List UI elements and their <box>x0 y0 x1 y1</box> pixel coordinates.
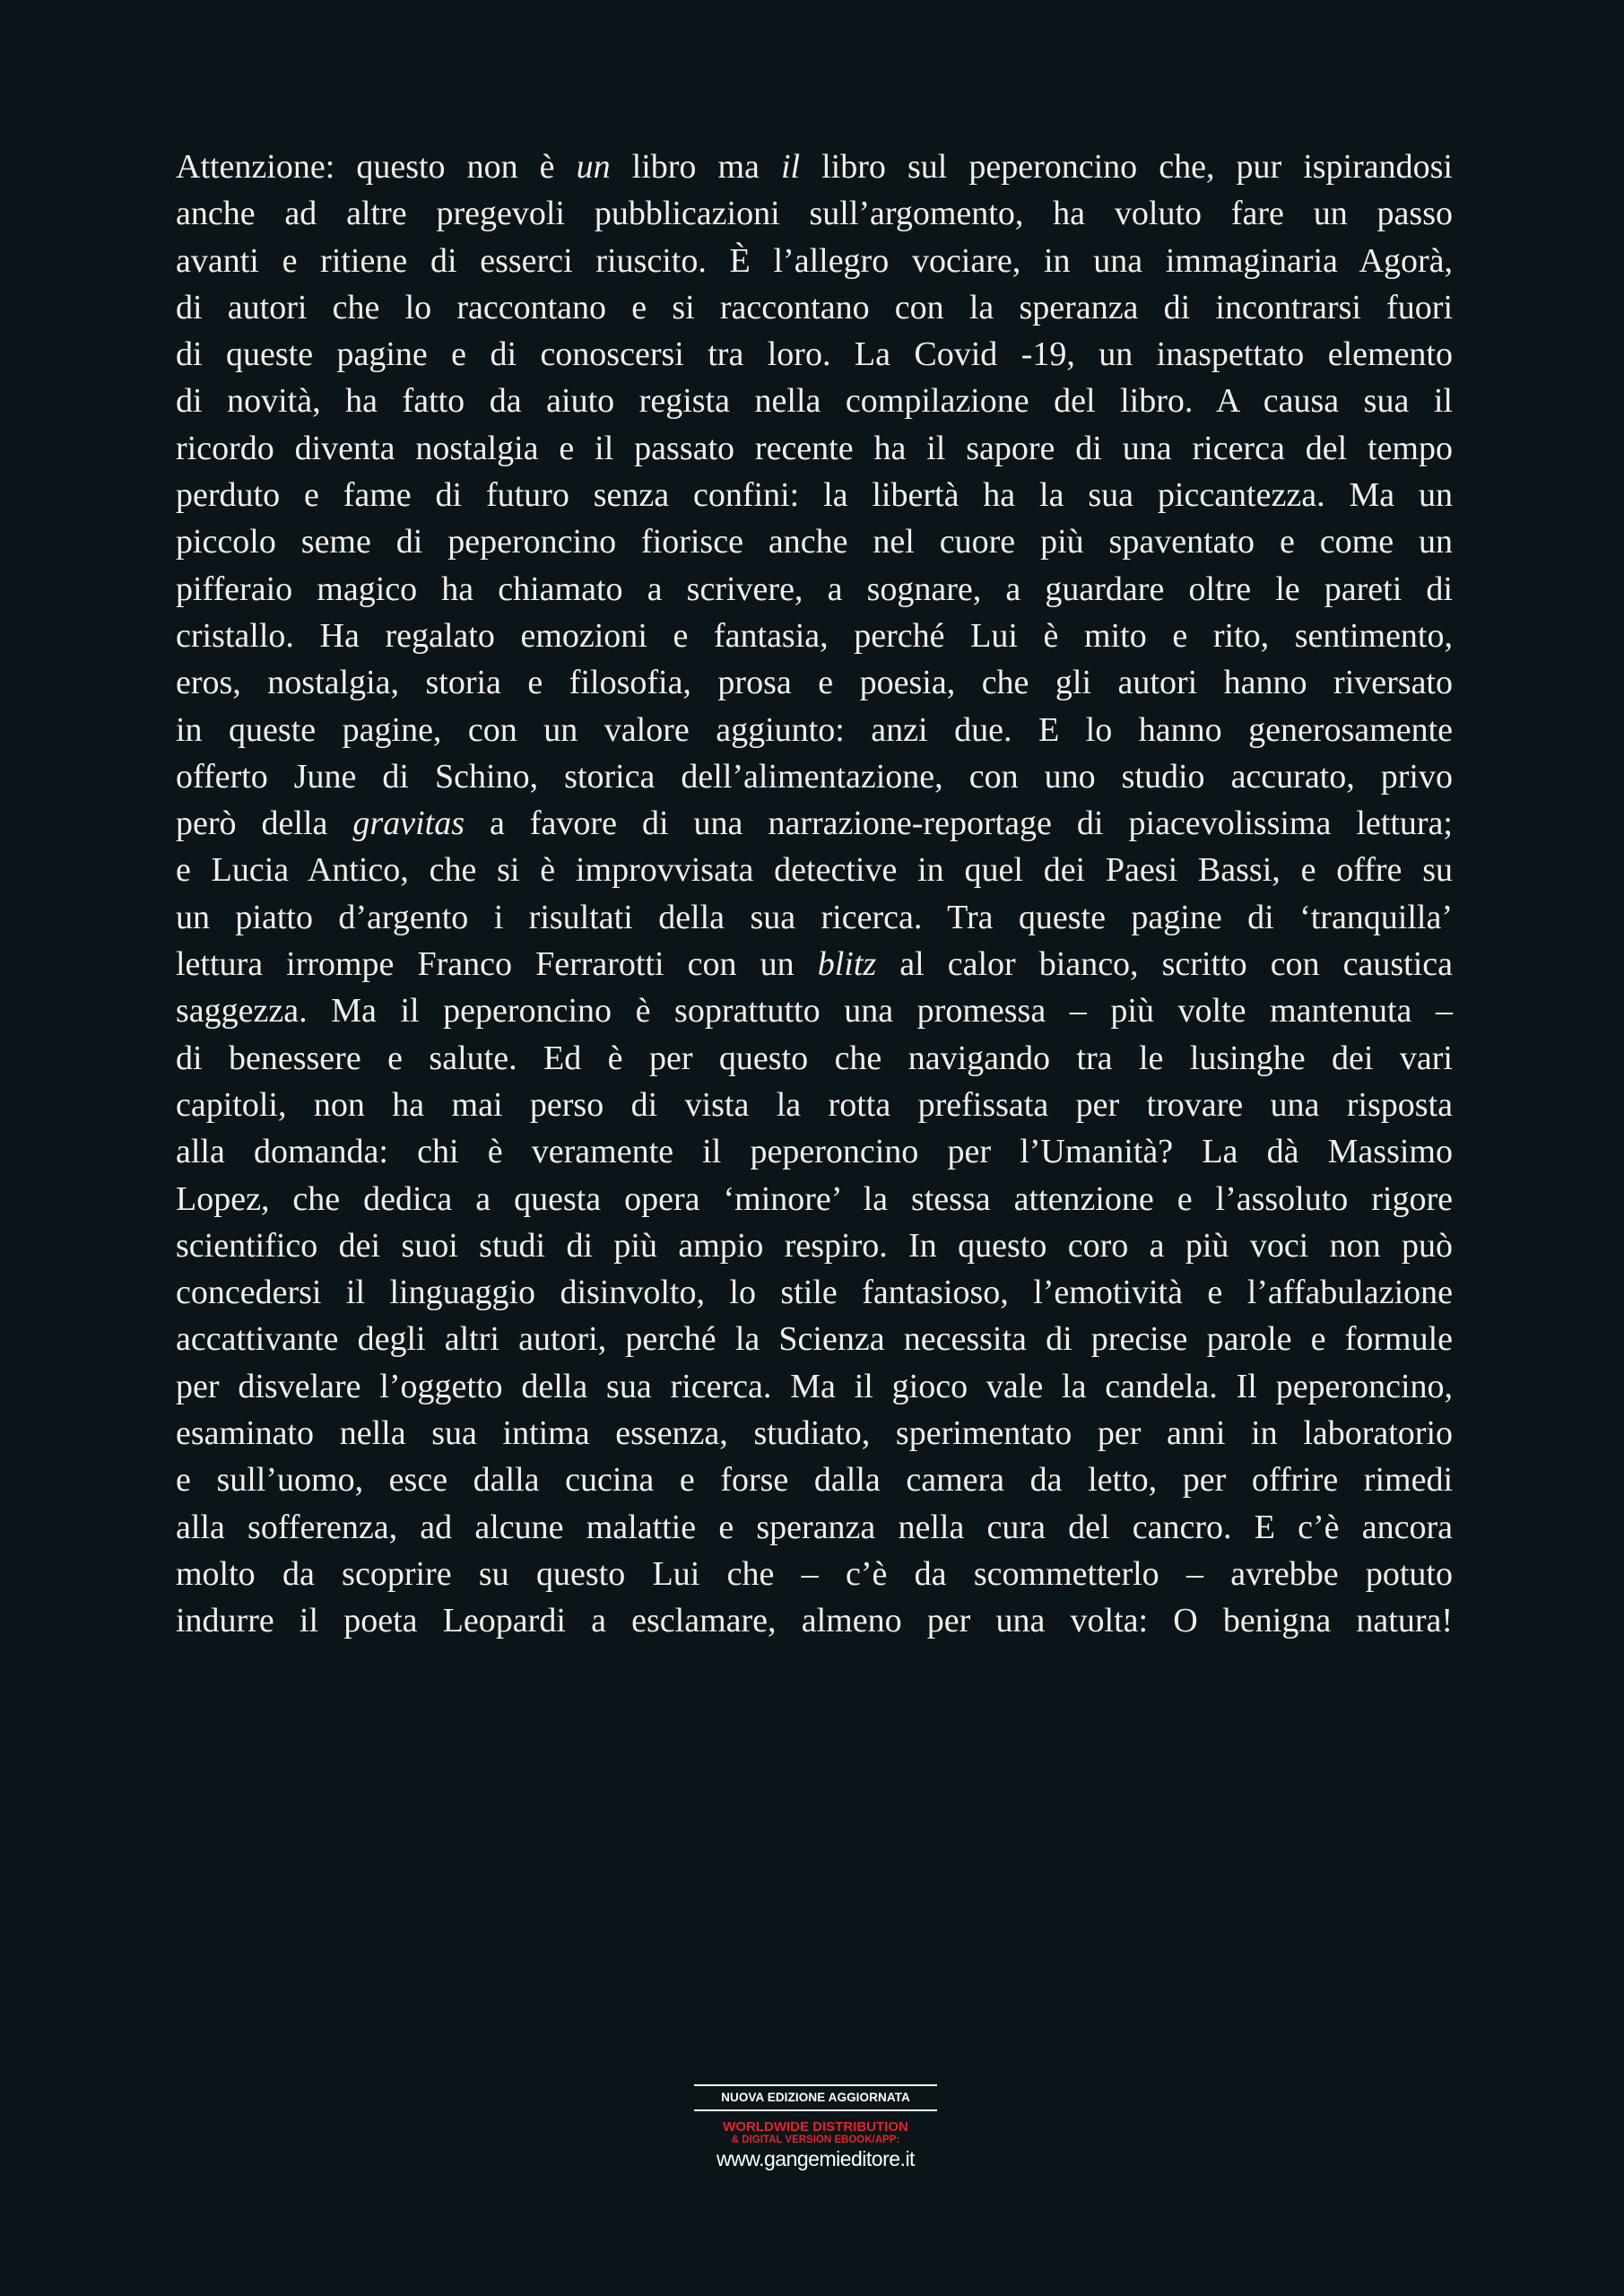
blurb-line <box>176 1082 1453 1128</box>
blurb-line <box>176 847 1453 893</box>
blurb-text: concedersi il linguaggio disinvolto, lo stile fantasioso, l’emotività e l’affabulazione <box>176 1274 1453 1312</box>
blurb-text: Lopez, che dedica a questa opera ‘minore’ la stessa attenzione e l’assoluto rigore <box>176 1179 1453 1218</box>
blurb-text: perduto e fame di futuro senza confini: la libertà ha la sua piccantezza. Ma un <box>176 476 1453 515</box>
blurb-line <box>176 472 1453 518</box>
blurb-italic-text: gravitas <box>352 804 465 843</box>
blurb-line <box>176 941 1453 987</box>
blurb-text: capitoli, non ha mai perso di vista la rotta prefissata per trovare una risposta <box>176 1085 1453 1124</box>
blurb-text: Attenzione: questo non è <box>176 148 577 186</box>
blurb-italic-text: il <box>780 148 801 186</box>
blurb-line <box>176 1269 1453 1316</box>
blurb-italic-text: blitz <box>817 945 877 984</box>
blurb-text: esaminato nella sua intima essenza, studiato, sperimentato per anni in laboratorio <box>176 1414 1453 1453</box>
blurb-text: ricordo diventa nostalgia e il passato recente ha il sapore di una ricerca del tempo <box>176 429 1453 467</box>
blurb-line <box>176 1035 1453 1082</box>
blurb-line <box>176 707 1453 753</box>
blurb-line <box>176 1551 1453 1597</box>
blurb-text: a favore di una narrazione-reportage di piacevolissima lettura; <box>464 804 1453 843</box>
blurb-italic-text: un <box>576 148 611 186</box>
blurb-text: e sull’uomo, esce dalla cucina e forse dalla camera da letto, per offrire rimedi <box>176 1461 1453 1500</box>
blurb-text: cristallo. Ha regalato emozioni e fantasia, perché Lui è mito e rito, sentimento, <box>176 616 1453 655</box>
publisher-footer <box>694 2084 937 2170</box>
blurb-line <box>176 1176 1453 1222</box>
blurb-line <box>176 1222 1453 1269</box>
blurb-line <box>176 987 1453 1034</box>
blurb-text: alla sofferenza, ad alcune malattie e speranza nella cura del cancro. E c’è ancora <box>176 1508 1453 1546</box>
publisher-website-link[interactable]: www.gangemieditore.it <box>716 2147 915 2170</box>
blurb-text: lettura irrompe Franco Ferrarotti con un <box>176 945 818 984</box>
blurb-line <box>176 1410 1453 1457</box>
blurb-line <box>176 1504 1453 1551</box>
blurb-line <box>176 1597 1453 1644</box>
blurb-line <box>176 800 1453 847</box>
blurb-text: di benessere e salute. Ed è per questo che navigando tra le lusinghe dei vari <box>176 1039 1453 1077</box>
blurb-text: libro ma <box>610 148 781 186</box>
blurb-text: per disvelare l’oggetto della sua ricerca. Ma il gioco vale la candela. Il peperoncino, <box>176 1367 1453 1405</box>
blurb-line <box>176 1316 1453 1362</box>
blurb-text: in queste pagine, con un valore aggiunto: anzi due. E lo hanno generosamente <box>176 710 1453 749</box>
blurb-line <box>176 238 1453 284</box>
blurb-line <box>176 1457 1453 1503</box>
blurb-text: un piatto d’argento i risultati della sua ricerca. Tra queste pagine di ‘tranquilla’ <box>176 898 1453 936</box>
blurb-line <box>176 144 1453 190</box>
blurb-text: anche ad altre pregevoli pubblicazioni sull’argomento, ha voluto fare un passo <box>176 195 1453 233</box>
bottom-rule <box>694 2109 937 2111</box>
blurb-text: accattivante degli altri autori, perché la Scienza necessita di precise parole e formule <box>176 1320 1453 1359</box>
blurb-line <box>176 1128 1453 1175</box>
blurb-line <box>176 378 1453 424</box>
blurb-text: di novità, ha fatto da aiuto regista nella compilazione del libro. A causa sua il <box>176 382 1453 421</box>
back-cover-blurb <box>176 144 1453 1645</box>
blurb-line <box>176 284 1453 331</box>
blurb-text: e Lucia Antico, che si è improvvisata detective in quel dei Paesi Bassi, e offre su <box>176 851 1453 890</box>
blurb-line <box>176 190 1453 237</box>
blurb-line <box>176 613 1453 659</box>
blurb-text: di autori che lo raccontano e si raccontano con la speranza di incontrarsi fuori <box>176 288 1453 326</box>
blurb-text: eros, nostalgia, storia e filosofia, prosa e poesia, che gli autori hanno riversato <box>176 664 1453 702</box>
blurb-text: libro sul peperoncino che, pur ispirandosi <box>800 148 1453 186</box>
blurb-text: avanti e ritiene di esserci riuscito. È l’allegro vociare, in una immaginaria Agorà, <box>176 241 1453 280</box>
blurb-text: al calor bianco, scritto con caustica <box>876 945 1453 984</box>
blurb-text: piccolo seme di peperoncino fiorisce anche nel cuore più spaventato e come un <box>176 523 1453 561</box>
blurb-line <box>176 894 1453 941</box>
distribution-block <box>694 2120 937 2170</box>
blurb-text: però della <box>176 804 353 843</box>
blurb-line <box>176 566 1453 613</box>
blurb-line <box>176 753 1453 800</box>
edition-label: NUOVA EDIZIONE AGGIORNATA <box>721 2091 910 2104</box>
blurb-text: molto da scoprire su questo Lui che – c’è da scommetterlo – avrebbe potuto <box>176 1554 1453 1593</box>
blurb-text: indurre il poeta Leopardi a esclamare, almeno per una volta: O benigna natura! <box>176 1602 1453 1640</box>
blurb-text: saggezza. Ma il peperoncino è soprattutto una promessa – più volte mantenuta – <box>176 992 1453 1031</box>
blurb-text: alla domanda: chi è veramente il peperoncino per l’Umanità? La dà Massimo <box>176 1133 1453 1171</box>
distribution-line-2: & DIGITAL VERSION EBOOK/APP: <box>731 2135 900 2145</box>
blurb-line <box>176 1363 1453 1410</box>
blurb-line <box>176 331 1453 378</box>
blurb-line <box>176 425 1453 472</box>
blurb-text: offerto June di Schino, storica dell’alimentazione, con uno studio accurato, privo <box>176 757 1453 796</box>
blurb-text: scientifico dei suoi studi di più ampio respiro. In questo coro a più voci non può <box>176 1226 1453 1265</box>
distribution-line-1: WORLDWIDE DISTRIBUTION <box>723 2119 908 2135</box>
blurb-line <box>176 659 1453 706</box>
blurb-text: di queste pagine e di conoscersi tra loro. La Covid -19, un inaspettato elemento <box>176 335 1453 374</box>
blurb-line <box>176 518 1453 565</box>
blurb-text: pifferaio magico ha chiamato a scrivere, a sognare, a guardare oltre le pareti di <box>176 570 1453 608</box>
